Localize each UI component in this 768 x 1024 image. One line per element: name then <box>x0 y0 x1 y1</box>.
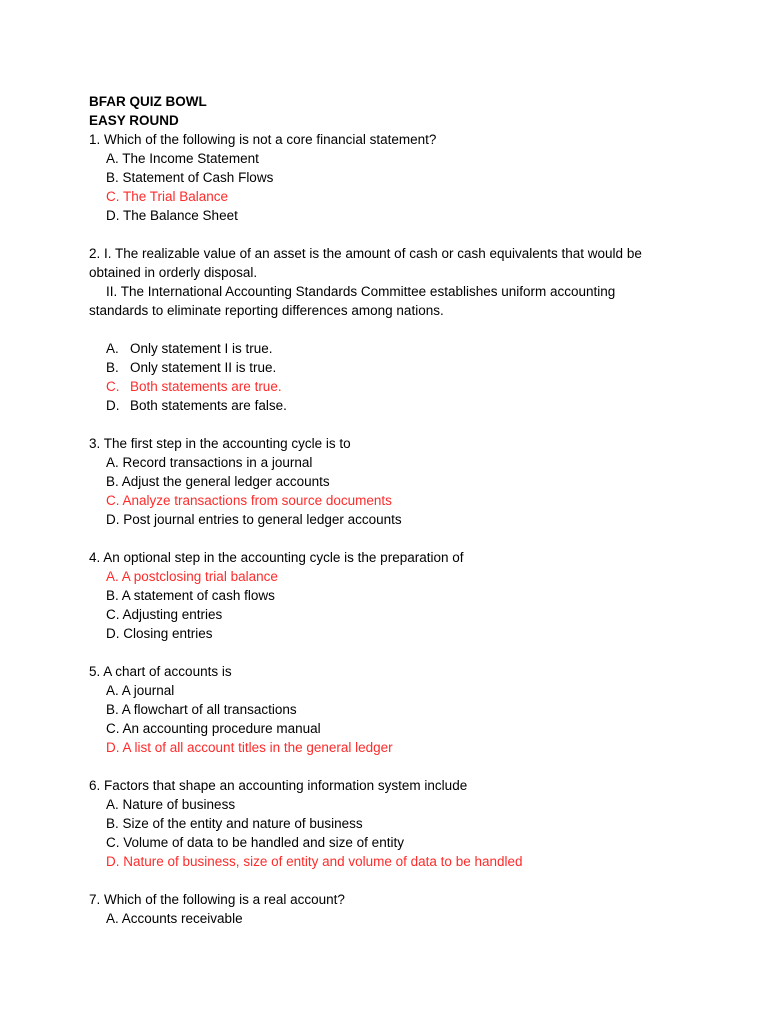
option-c: C. An accounting procedure manual <box>106 721 321 736</box>
spacer <box>89 871 749 890</box>
question-text-line: obtained in orderly disposal. <box>89 265 258 280</box>
option-d <box>89 396 749 415</box>
question-text: 1. Which of the following is not a core financial statement? <box>89 132 437 147</box>
option-letter: D. <box>106 398 120 413</box>
question-text: 4. An optional step in the accounting cycle is the preparation of <box>89 550 464 565</box>
option-d: D. Closing entries <box>106 626 213 641</box>
option-c: C. Volume of data to be handled and size of entity <box>106 835 404 850</box>
option-c-correct-answer: C. The Trial Balance <box>106 189 229 204</box>
question-7 <box>89 890 749 928</box>
question-text-line: II. The International Accounting Standards Committee establishes uniform accounting <box>106 284 616 299</box>
option-d-correct-answer: D. Nature of business, size of entity and volume of data to be handled <box>106 854 523 869</box>
spacer <box>89 757 749 776</box>
option-b: B. Size of the entity and nature of business <box>106 816 363 831</box>
option-b: B. A flowchart of all transactions <box>106 702 297 717</box>
option-c: C. Adjusting entries <box>106 607 223 622</box>
spacer <box>89 643 749 662</box>
option-a <box>89 339 749 358</box>
option-c-correct-answer <box>89 377 749 396</box>
option-a: A. The Income Statement <box>106 151 259 166</box>
option-d: D. The Balance Sheet <box>106 208 238 223</box>
question-5 <box>89 662 749 757</box>
question-text: 6. Factors that shape an accounting information system include <box>89 778 468 793</box>
option-b <box>89 358 749 377</box>
option-a: A. Accounts receivable <box>106 911 243 926</box>
question-3 <box>89 434 749 529</box>
question-4 <box>89 548 749 643</box>
option-d: D. Post journal entries to general ledger accounts <box>106 512 402 527</box>
question-text: 5. A chart of accounts is <box>89 664 232 679</box>
question-1 <box>89 130 749 225</box>
option-a: A. Record transactions in a journal <box>106 455 313 470</box>
option-letter: A. <box>106 341 119 356</box>
option-b: B. Statement of Cash Flows <box>106 170 274 185</box>
document-title: BFAR QUIZ BOWL <box>89 94 207 109</box>
option-letter: C. <box>106 379 120 394</box>
option-d-correct-answer: D. A list of all account titles in the general ledger <box>106 740 393 755</box>
spacer <box>89 320 749 339</box>
round-title: EASY ROUND <box>89 113 179 128</box>
option-text: Both statements are true. <box>130 379 282 394</box>
option-a: A. Nature of business <box>106 797 236 812</box>
option-b: B. Adjust the general ledger accounts <box>106 474 330 489</box>
option-a-correct-answer: A. A postclosing trial balance <box>106 569 278 584</box>
spacer <box>89 225 749 244</box>
option-letter: B. <box>106 360 119 375</box>
option-text: Only statement I is true. <box>130 341 273 356</box>
spacer <box>89 529 749 548</box>
question-text: 7. Which of the following is a real account? <box>89 892 345 907</box>
question-text: 3. The first step in the accounting cycle is to <box>89 436 351 451</box>
option-c-correct-answer: C. Analyze transactions from source documents <box>106 493 392 508</box>
document-page <box>89 92 749 928</box>
question-text-line: 2. I. The realizable value of an asset is the amount of cash or cash equivalents that would be <box>89 246 642 261</box>
question-6 <box>89 776 749 871</box>
option-text: Both statements are false. <box>130 398 287 413</box>
spacer <box>89 415 749 434</box>
option-text: Only statement II is true. <box>130 360 277 375</box>
option-a: A. A journal <box>106 683 175 698</box>
option-b: B. A statement of cash flows <box>106 588 275 603</box>
question-2 <box>89 244 749 415</box>
question-text-line: standards to eliminate reporting differences among nations. <box>89 303 444 318</box>
